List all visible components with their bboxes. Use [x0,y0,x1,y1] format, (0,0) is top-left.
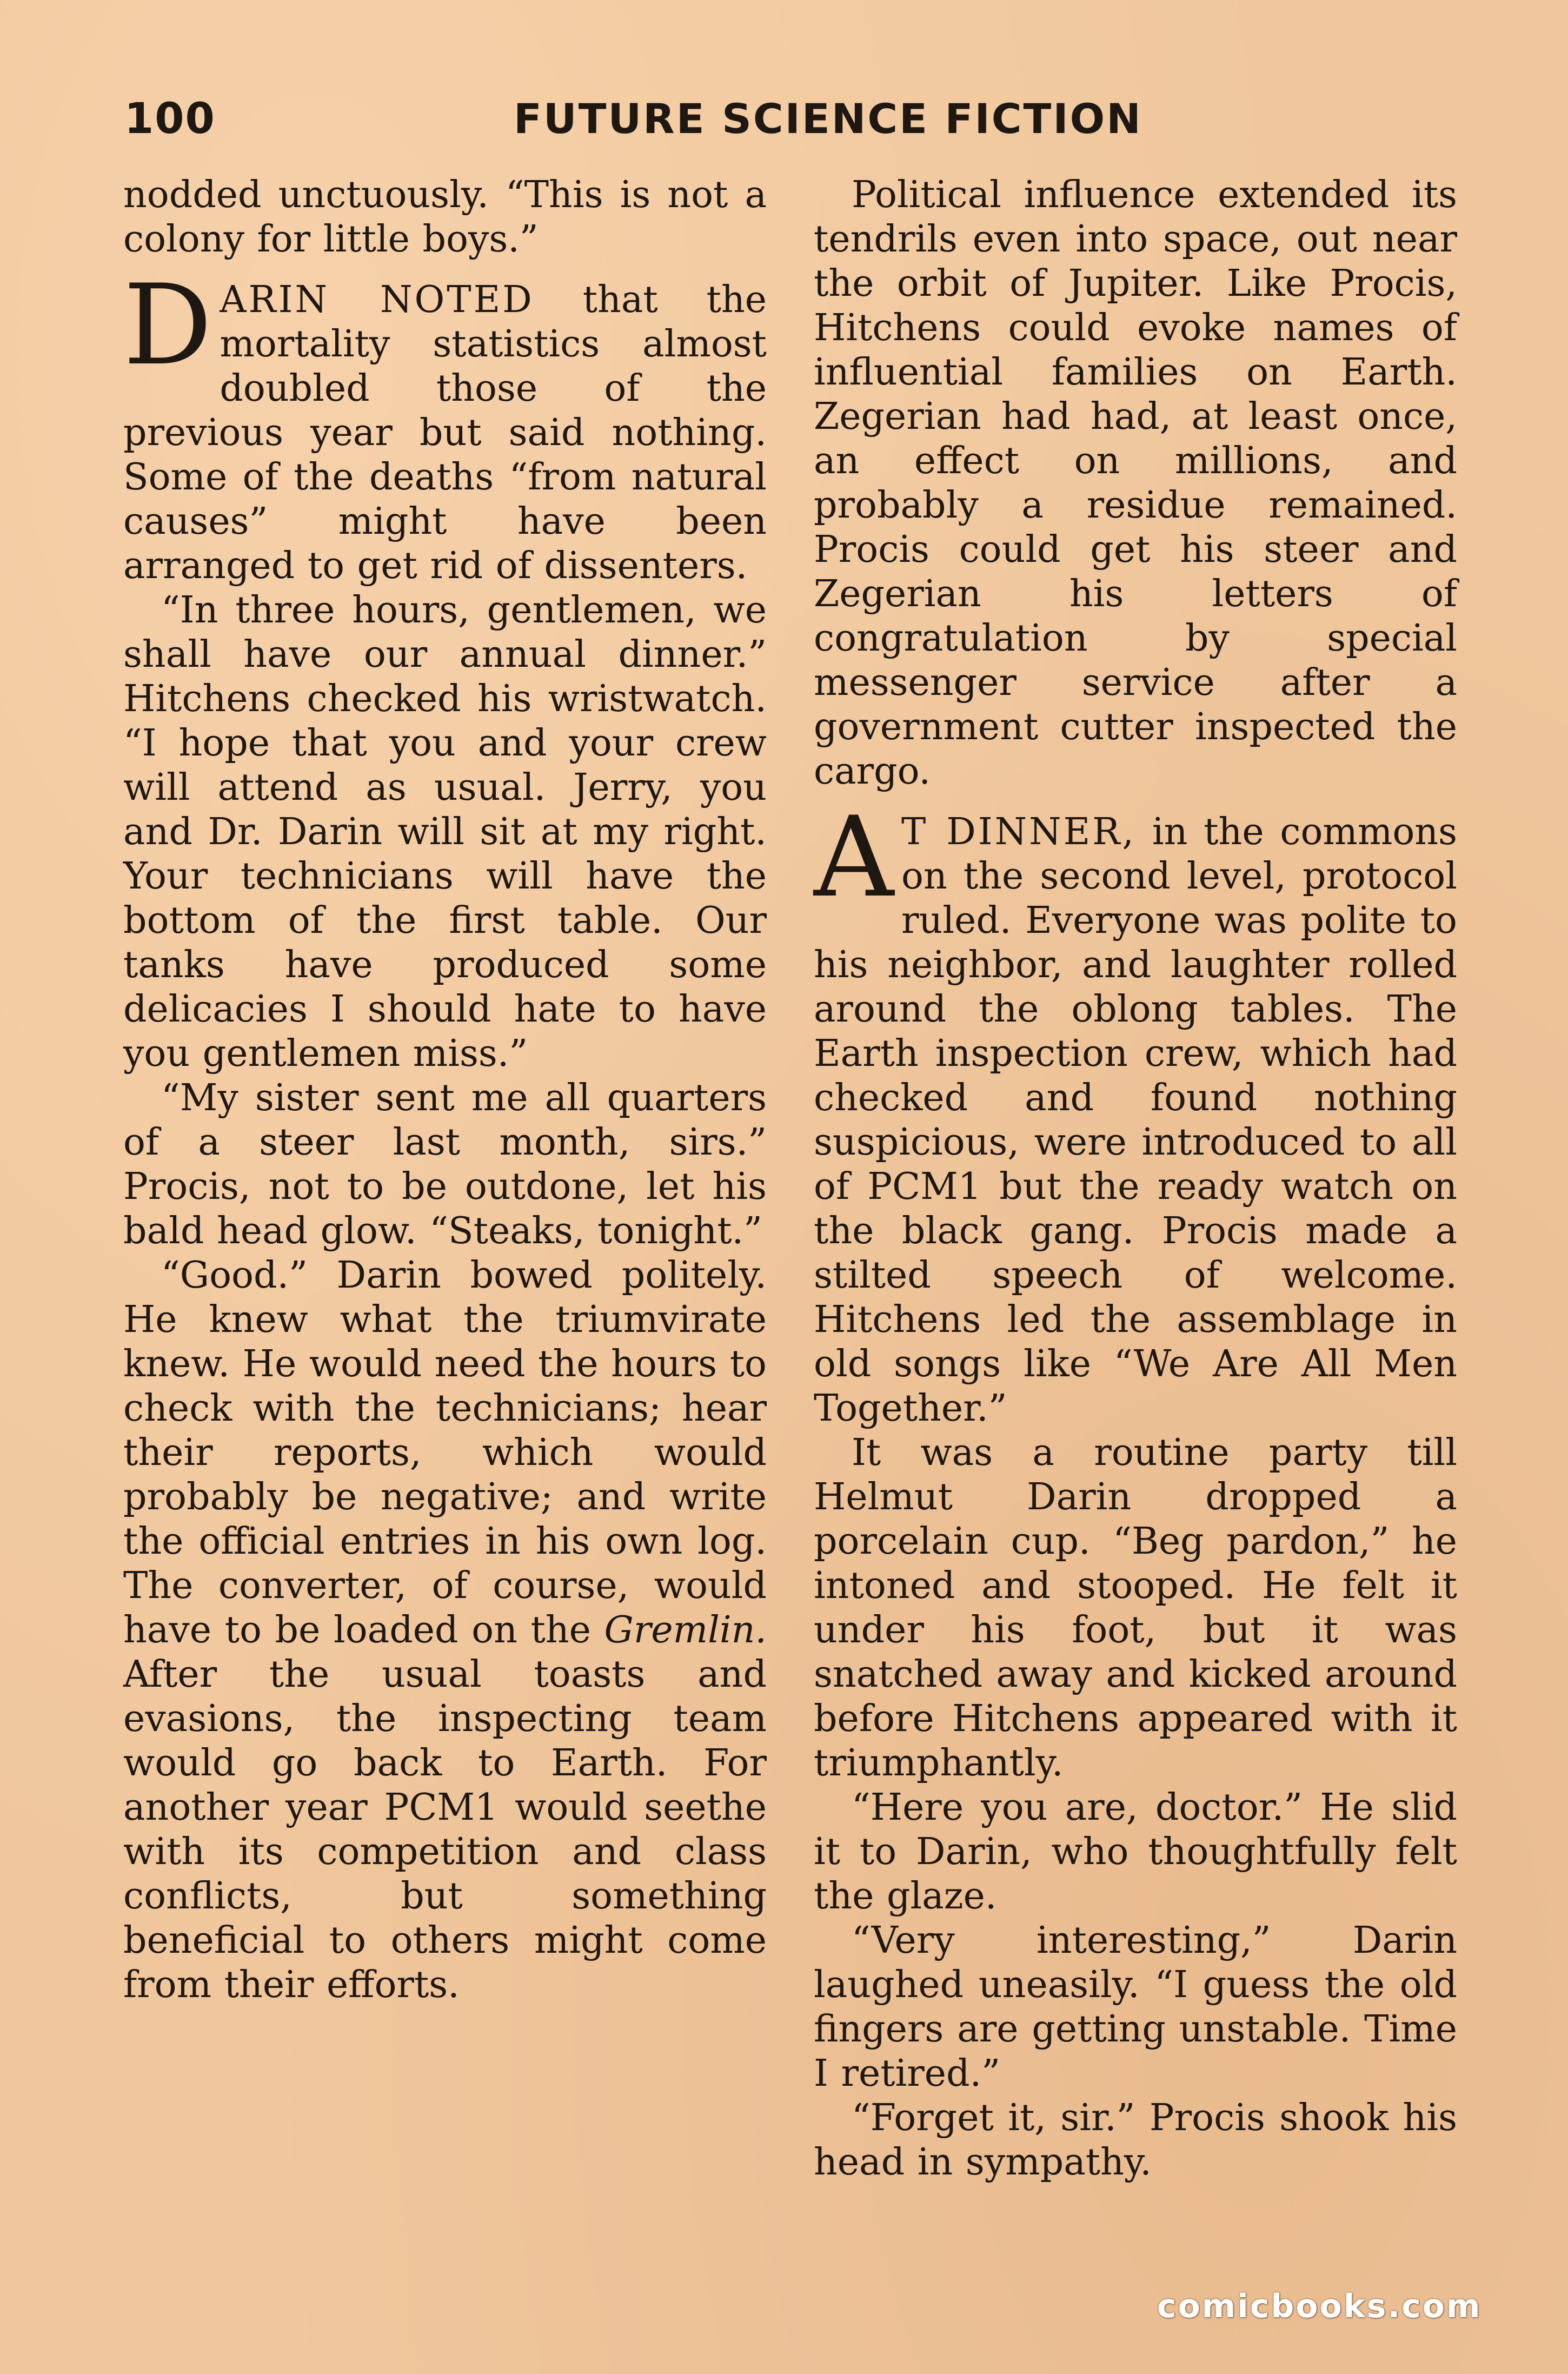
paragraph: “My sister sent me all quarters of a steer last month, sirs.” Procis, not to be outdone, let his bald head glow. “Steaks, tonight.” [123,1077,767,1252]
section-paragraph [814,793,1457,1431]
lead-in: T DINNER, [901,811,1137,853]
paragraph: nodded unctuously. “This is not a colony for little boys.” [123,174,767,261]
paragraph: “Here you are, doctor.” He slid it to Darin, who thoughtfully felt the glaze. [814,1786,1457,1918]
paragraph-text: After the usual toasts and evasions, the inspecting team would go back to Earth. For another year PCM1 would seethe with its competition and class conflicts, but something beneficial to others might come from their efforts. [123,1653,767,2006]
paragraph: “Very interesting,” Darin laughed uneasily. “I guess the old fingers are getting unstable. Time I retired.” [814,1919,1457,2095]
running-title: FUTURE SCIENCE FICTION [514,95,1142,143]
section-paragraph [123,261,767,588]
paragraph: Political influence extended its tendrils even into space, out near the orbit of Jupiter. Like Procis, Hitchens could evoke names of influential families on Earth. Zegerian had had, at least once, an effect on millions, and probably a residue remained. Procis could get his steer and Zegerian his letters of congratulation by special messenger service after a government cutter inspected the cargo. [814,174,1457,793]
watermark: comicbooks.com [1157,2287,1482,2325]
drop-cap: A [814,793,894,922]
lead-in: ARIN NOTED [220,278,534,321]
paragraph: “Forget it, sir.” Procis shook his head in sympathy. [814,2097,1457,2184]
right-column [814,173,1457,2185]
paragraph-text: “Good.” Darin bowed politely. He knew what the triumvirate knew. He would need the hours to check with the technicians; hear their reports, which would probably be negative; and write the official entries in his own log. The converter, of course, would have to be loaded on the [123,1254,767,1652]
drop-cap: D [123,261,212,390]
paragraph: “In three hours, gentlemen, we shall have our annual dinner.” Hitchens checked his wristwatch. “I hope that you and your crew will attend as usual. Jerry, you and Dr. Darin will sit at my right. Your technicians will have the bottom of the first table. Our tanks have produced some delicacies I should hate to have you gentlemen miss.” [123,589,767,1075]
left-column [123,173,767,2007]
page-number: 100 [124,95,216,143]
page-header [124,95,1444,154]
paragraph [123,1254,767,2007]
paragraph-text: that the mortality statistics almost doubled those of the previous year but said nothing. Some of the deaths “from natural causes” might have been arranged to get rid of dissenters. [123,278,767,587]
paragraph-text: in the commons on the second level, protocol ruled. Everyone was polite to his neighbor, and laughter rolled around the oblong tables. The Earth inspection crew, which had checked and found nothing suspicious, were introduced to all of PCM1 but the ready watch on the black gang. Procis made a stilted speech of welcome. Hitchens led the assemblage in old songs like “We Are All Men Together.” [814,811,1457,1430]
ship-name: Gremlin. [604,1609,767,1652]
paragraph: It was a routine party till Helmut Darin dropped a porcelain cup. “Beg pardon,” he intoned and stooped. He felt it under his foot, but it was snatched away and kicked around before Hitchens appeared with it triumphantly. [814,1431,1457,1785]
